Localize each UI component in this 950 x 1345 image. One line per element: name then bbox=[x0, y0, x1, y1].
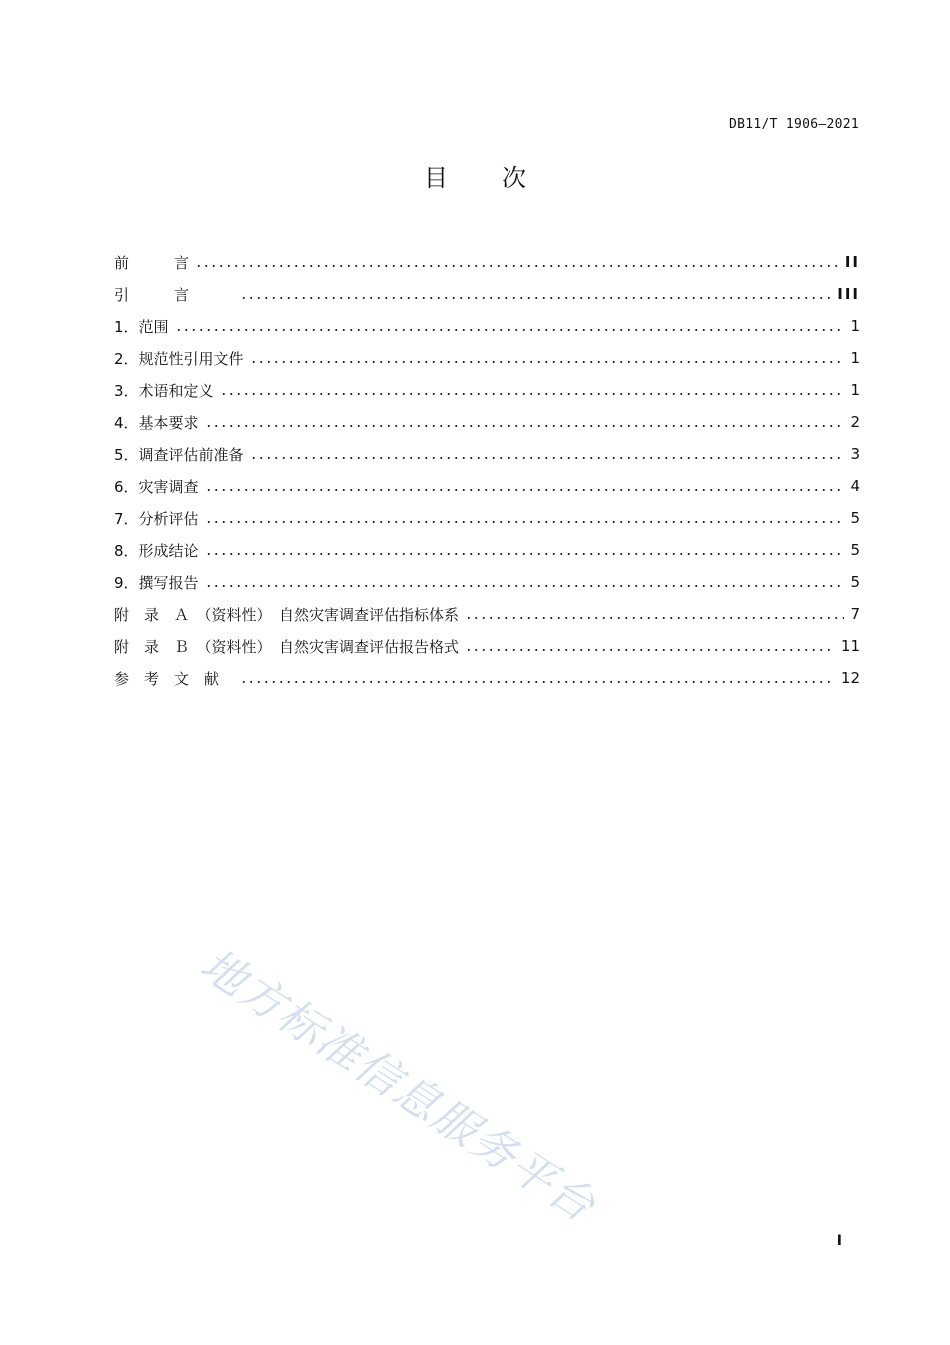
toc-entry-page: II bbox=[844, 253, 860, 271]
toc-entry-normative-references[interactable] bbox=[114, 342, 860, 374]
toc-entry-label: 3．术语和定义 bbox=[114, 381, 214, 400]
page-title-char-2: 次 bbox=[502, 164, 526, 192]
toc-entry-terms-definitions[interactable] bbox=[114, 374, 860, 406]
toc-entry-page: III bbox=[837, 285, 860, 303]
toc-entry-report[interactable] bbox=[114, 566, 860, 598]
toc-entry-page: 12 bbox=[840, 669, 860, 687]
toc-entry-label: 7．分析评估 bbox=[114, 509, 199, 528]
toc-entry-appendix-a[interactable] bbox=[114, 598, 860, 630]
dot-leader bbox=[220, 393, 845, 395]
toc-entry-foreword[interactable] bbox=[114, 246, 860, 278]
dot-leader bbox=[205, 425, 845, 427]
toc-entry-label: 引 言 bbox=[114, 285, 235, 304]
dot-leader bbox=[465, 649, 835, 651]
dot-leader bbox=[465, 617, 844, 619]
toc-entry-appendix-b[interactable] bbox=[114, 630, 860, 662]
toc-entry-disaster-survey[interactable] bbox=[114, 470, 860, 502]
toc-entry-label: 参 考 文 献 bbox=[114, 669, 235, 688]
toc-entry-label: 2．规范性引用文件 bbox=[114, 349, 244, 368]
dot-leader bbox=[240, 681, 835, 683]
toc-entry-label: 1．范围 bbox=[114, 317, 169, 336]
toc-entry-page: 4 bbox=[850, 477, 860, 495]
toc-entry-basic-requirements[interactable] bbox=[114, 406, 860, 438]
dot-leader bbox=[205, 521, 845, 523]
toc-entry-label: 4．基本要求 bbox=[114, 413, 199, 432]
toc-entry-conclusion[interactable] bbox=[114, 534, 860, 566]
toc-entry-bibliography[interactable] bbox=[114, 662, 860, 694]
toc-entry-label: 附 录 Ｂ （资料性） 自然灾害调查评估报告格式 bbox=[114, 637, 460, 656]
toc-entry-scope[interactable] bbox=[114, 310, 860, 342]
dot-leader bbox=[195, 265, 839, 267]
dot-leader bbox=[205, 489, 845, 491]
toc-entry-label: 5．调查评估前准备 bbox=[114, 445, 244, 464]
toc-entry-page: 7 bbox=[850, 605, 860, 623]
page-title bbox=[0, 158, 950, 193]
dot-leader bbox=[175, 329, 845, 331]
dot-leader bbox=[250, 457, 845, 459]
toc-entry-label: 9．撰写报告 bbox=[114, 573, 199, 592]
toc-entry-label: 附 录 Ａ （资料性） 自然灾害调查评估指标体系 bbox=[114, 605, 460, 624]
dot-leader bbox=[205, 585, 845, 587]
dot-leader bbox=[205, 553, 845, 555]
toc-entry-page: 5 bbox=[850, 509, 860, 527]
toc-entry-page: 5 bbox=[850, 541, 860, 559]
toc-entry-analysis[interactable] bbox=[114, 502, 860, 534]
page-title-char-1: 目 bbox=[424, 164, 448, 192]
table-of-contents bbox=[114, 246, 860, 694]
standard-code: DB11/T 1906—2021 bbox=[728, 117, 859, 132]
toc-entry-page: 11 bbox=[840, 637, 860, 655]
toc-entry-introduction[interactable] bbox=[114, 278, 860, 310]
toc-entry-page: 3 bbox=[850, 445, 860, 463]
toc-entry-page: 1 bbox=[850, 349, 860, 367]
toc-entry-page: 1 bbox=[850, 317, 860, 335]
footer-page-number: I bbox=[836, 1233, 842, 1249]
toc-entry-label: 6．灾害调查 bbox=[114, 477, 199, 496]
watermark: 地方标准信息服务平台 bbox=[191, 939, 605, 1233]
toc-entry-page: 1 bbox=[850, 381, 860, 399]
dot-leader bbox=[240, 297, 831, 299]
toc-entry-page: 5 bbox=[850, 573, 860, 591]
toc-entry-label: 前 言 bbox=[114, 253, 190, 272]
toc-entry-page: 2 bbox=[850, 413, 860, 431]
toc-entry-label: 8．形成结论 bbox=[114, 541, 199, 560]
dot-leader bbox=[250, 361, 845, 363]
toc-entry-preparation[interactable] bbox=[114, 438, 860, 470]
